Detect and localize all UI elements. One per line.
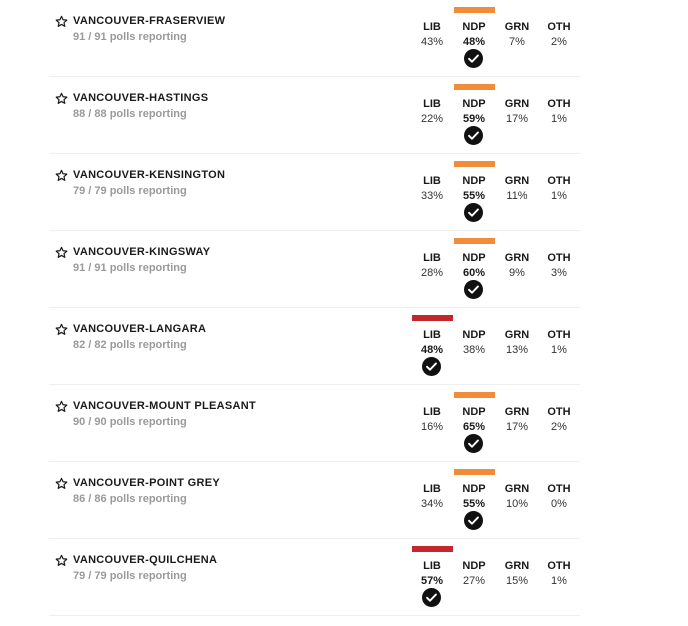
party-percent: 57% — [420, 575, 444, 587]
polls-reporting: 88 / 88 polls reporting — [73, 108, 187, 120]
party-percent: 9% — [509, 267, 525, 279]
winner-check-icon — [464, 203, 483, 222]
winner-check-icon — [464, 280, 483, 299]
party-percent: 65% — [462, 421, 486, 433]
party-percent: 59% — [462, 113, 486, 125]
winner-bar — [454, 84, 495, 90]
party-percent: 7% — [509, 36, 525, 48]
party-name: GRN — [504, 175, 530, 187]
party-result-lib — [410, 154, 454, 230]
party-result-lib — [410, 0, 454, 76]
party-percent: 1% — [551, 113, 567, 125]
party-name: NDP — [462, 483, 486, 495]
party-percent: 55% — [462, 190, 486, 202]
party-name: LIB — [423, 252, 441, 264]
party-name: OTH — [547, 329, 571, 341]
party-percent: 1% — [551, 190, 567, 202]
party-name: LIB — [423, 406, 441, 418]
party-percent: 3% — [551, 267, 567, 279]
winner-bar — [412, 546, 453, 552]
party-name: OTH — [547, 252, 571, 264]
winner-bar — [454, 469, 495, 475]
riding-name[interactable]: VANCOUVER-LANGARA — [73, 323, 207, 335]
party-name: GRN — [504, 98, 530, 110]
party-name: NDP — [462, 98, 486, 110]
riding-row — [49, 154, 580, 231]
polls-reporting: 79 / 79 polls reporting — [73, 185, 187, 197]
party-name: OTH — [547, 483, 571, 495]
party-result-lib — [410, 231, 454, 307]
party-result-lib — [410, 539, 454, 615]
riding-row — [49, 0, 580, 77]
party-name: OTH — [547, 98, 571, 110]
star-icon[interactable] — [55, 477, 68, 490]
party-percent: 48% — [462, 36, 486, 48]
party-name: GRN — [504, 483, 530, 495]
star-icon[interactable] — [55, 92, 68, 105]
party-name: OTH — [547, 406, 571, 418]
riding-row — [49, 539, 580, 616]
party-percent: 10% — [505, 498, 529, 510]
party-name: LIB — [423, 98, 441, 110]
party-result-oth — [537, 77, 581, 153]
party-percent: 11% — [506, 190, 528, 202]
party-result-ndp — [452, 231, 496, 307]
party-result-ndp — [452, 385, 496, 461]
party-percent: 15% — [505, 575, 529, 587]
riding-name[interactable]: VANCOUVER-HASTINGS — [73, 92, 209, 104]
star-icon[interactable] — [55, 169, 68, 182]
party-result-grn — [495, 0, 539, 76]
party-percent: 55% — [462, 498, 486, 510]
party-result-lib — [410, 385, 454, 461]
party-name: NDP — [462, 329, 486, 341]
party-result-grn — [495, 308, 539, 384]
party-result-oth — [537, 308, 581, 384]
star-icon[interactable] — [55, 246, 68, 259]
party-result-ndp — [452, 77, 496, 153]
polls-reporting: 79 / 79 polls reporting — [73, 570, 187, 582]
party-result-oth — [537, 539, 581, 615]
riding-name[interactable]: VANCOUVER-FRASERVIEW — [73, 15, 226, 27]
party-result-oth — [537, 385, 581, 461]
winner-check-icon — [422, 357, 441, 376]
party-percent: 28% — [420, 267, 444, 279]
party-result-grn — [495, 154, 539, 230]
party-percent: 48% — [420, 344, 444, 356]
polls-reporting: 91 / 91 polls reporting — [73, 262, 187, 274]
party-percent: 0% — [551, 498, 567, 510]
party-name: GRN — [504, 329, 530, 341]
party-percent: 2% — [551, 421, 567, 433]
riding-row — [49, 231, 580, 308]
party-result-lib — [410, 462, 454, 538]
riding-row — [49, 462, 580, 539]
party-percent: 60% — [462, 267, 486, 279]
winner-check-icon — [464, 126, 483, 145]
party-name: GRN — [504, 21, 530, 33]
party-name: NDP — [462, 175, 486, 187]
party-name: LIB — [423, 483, 441, 495]
party-name: OTH — [547, 560, 571, 572]
polls-reporting: 82 / 82 polls reporting — [73, 339, 187, 351]
party-name: LIB — [423, 21, 441, 33]
party-percent: 1% — [551, 575, 567, 587]
party-percent: 2% — [551, 36, 567, 48]
party-name: NDP — [462, 560, 486, 572]
polls-reporting: 86 / 86 polls reporting — [73, 493, 187, 505]
party-percent: 1% — [551, 344, 567, 356]
winner-bar — [454, 161, 495, 167]
party-result-oth — [537, 154, 581, 230]
winner-bar — [412, 315, 453, 321]
party-percent: 17% — [505, 113, 529, 125]
riding-row — [49, 308, 580, 385]
party-percent: 13% — [505, 344, 529, 356]
party-result-grn — [495, 462, 539, 538]
party-name: OTH — [547, 175, 571, 187]
party-result-ndp — [452, 539, 496, 615]
party-result-ndp — [452, 308, 496, 384]
party-percent: 38% — [462, 344, 486, 356]
winner-bar — [454, 392, 495, 398]
party-result-lib — [410, 308, 454, 384]
winner-bar — [454, 7, 495, 13]
polls-reporting: 90 / 90 polls reporting — [73, 416, 187, 428]
party-name: NDP — [462, 252, 486, 264]
riding-name[interactable]: VANCOUVER-KINGSWAY — [73, 246, 211, 258]
winner-check-icon — [464, 434, 483, 453]
party-percent: 22% — [420, 113, 444, 125]
party-name: GRN — [504, 252, 530, 264]
riding-name[interactable]: VANCOUVER-MOUNT PLEASANT — [73, 400, 256, 412]
riding-name[interactable]: VANCOUVER-QUILCHENA — [73, 554, 218, 566]
party-percent: 16% — [420, 421, 444, 433]
party-name: GRN — [504, 406, 530, 418]
party-result-grn — [495, 231, 539, 307]
party-name: GRN — [504, 560, 530, 572]
winner-check-icon — [422, 588, 441, 607]
party-percent: 34% — [420, 498, 444, 510]
winner-check-icon — [464, 511, 483, 530]
riding-results-list — [49, 0, 580, 616]
winner-bar — [454, 238, 495, 244]
star-icon[interactable] — [55, 323, 68, 336]
party-result-lib — [410, 77, 454, 153]
riding-name[interactable]: VANCOUVER-KENSINGTON — [73, 169, 226, 181]
star-icon[interactable] — [55, 400, 68, 413]
riding-name[interactable]: VANCOUVER-POINT GREY — [73, 477, 220, 489]
party-percent: 17% — [505, 421, 529, 433]
party-result-oth — [537, 0, 581, 76]
party-result-ndp — [452, 154, 496, 230]
polls-reporting: 91 / 91 polls reporting — [73, 31, 187, 43]
party-result-grn — [495, 385, 539, 461]
star-icon[interactable] — [55, 554, 68, 567]
party-result-grn — [495, 539, 539, 615]
party-name: LIB — [423, 329, 441, 341]
riding-row — [49, 77, 580, 154]
winner-check-icon — [464, 49, 483, 68]
star-icon[interactable] — [55, 15, 68, 28]
party-name: OTH — [547, 21, 571, 33]
party-name: NDP — [462, 21, 486, 33]
party-percent: 33% — [420, 190, 444, 202]
party-result-ndp — [452, 462, 496, 538]
party-name: NDP — [462, 406, 486, 418]
party-result-oth — [537, 231, 581, 307]
party-name: LIB — [423, 560, 441, 572]
party-result-grn — [495, 77, 539, 153]
riding-row — [49, 385, 580, 462]
party-percent: 43% — [420, 36, 444, 48]
party-percent: 27% — [462, 575, 486, 587]
party-name: LIB — [423, 175, 441, 187]
party-result-ndp — [452, 0, 496, 76]
party-result-oth — [537, 462, 581, 538]
